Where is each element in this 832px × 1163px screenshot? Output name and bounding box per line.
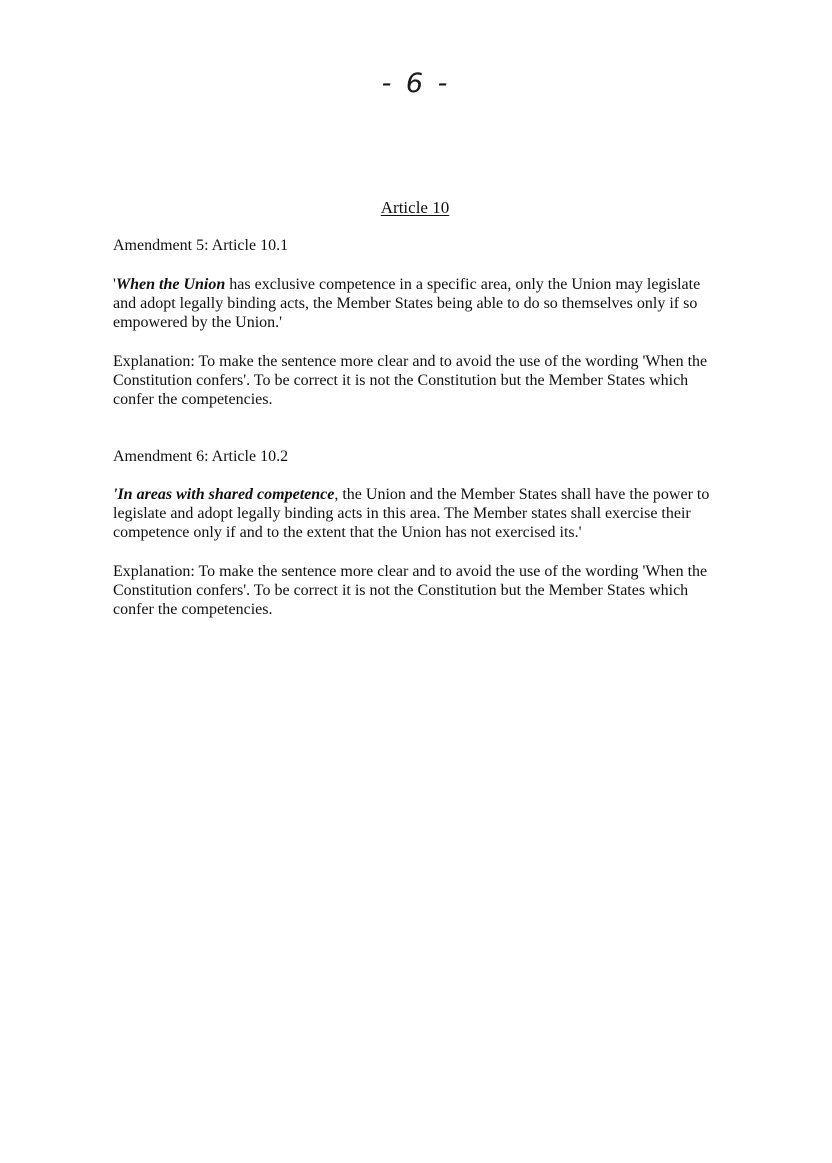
amendment-5-quote-mark: ' [113, 276, 116, 293]
amendment-6-explanation: Explanation: To make the sentence more clear and to avoid the use of the wording 'When the Constitution confers'. To be correct it is not the Constitution but the Member States which confer the competencies. [113, 563, 708, 618]
amendment-5-emphasis: When the Union [115, 276, 226, 293]
amendment-6-text [113, 485, 723, 542]
amendment-5-body: has exclusive competence in a specific area, only the Union may legislate and adopt legally binding acts, the Member States being able to do so themselves only if so empowered by the Union.' [113, 276, 701, 331]
amendment-6-body: , the Union and the Member States shall have the power to legislate and adopt legally binding acts in this area. The Member states shall exercise their competence only if and to the extent that the Union has not exercised its.' [113, 486, 710, 541]
amendment-5-heading: Amendment 5: Article 10.1 [113, 237, 289, 254]
amendment-5-explanation: Explanation: To make the sentence more clear and to avoid the use of the wording 'When the Constitution confers'. To be correct it is not the Constitution but the Member States which confer the competencies. [113, 353, 708, 408]
amendment-5-text [113, 275, 723, 332]
page-number: - 6 - [381, 68, 451, 99]
amendment-6-emphasis: 'In areas with shared competence [113, 486, 335, 503]
article-heading: Article 10 [380, 198, 450, 217]
amendment-6-heading: Amendment 6: Article 10.2 [113, 448, 289, 465]
